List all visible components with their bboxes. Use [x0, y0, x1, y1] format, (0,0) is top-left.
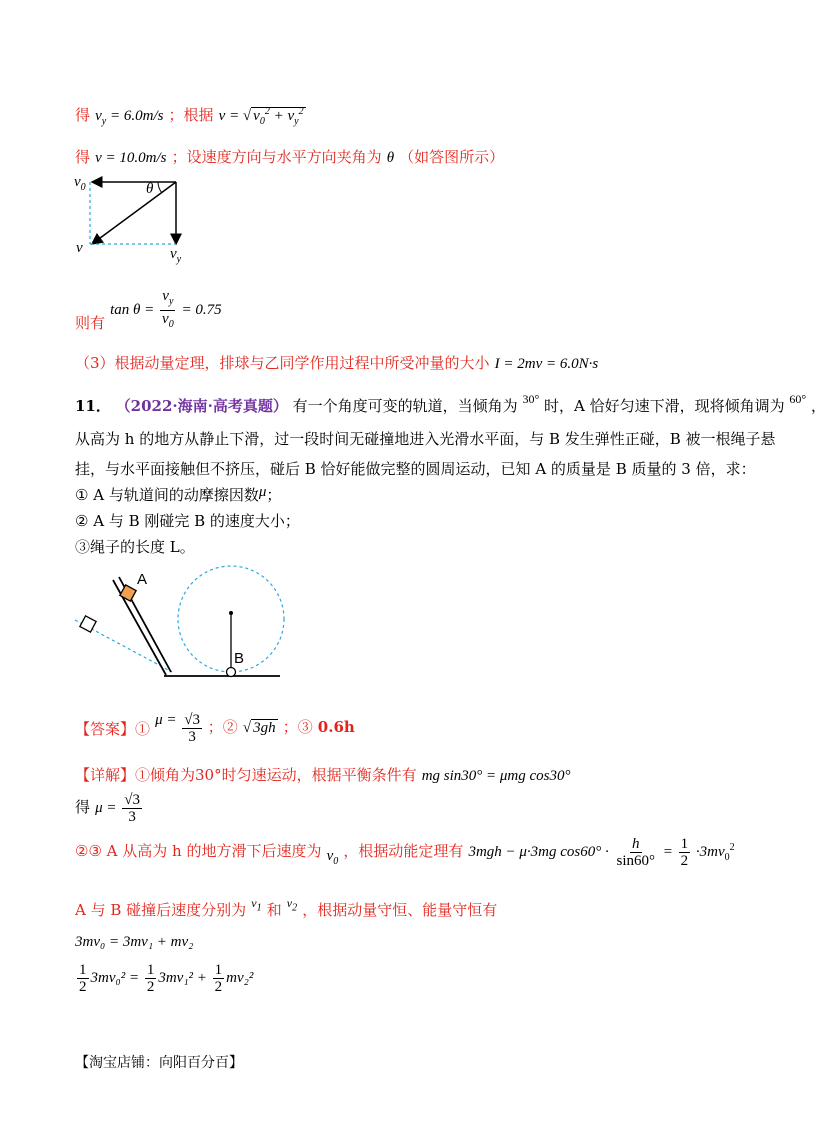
- detail-mu: μ = $\frac{√3}{3}$: [95, 792, 140, 825]
- balance-equation: mg sin30° = μmg cos30°: [421, 768, 571, 784]
- detail-mu-prefix: 得: [75, 797, 91, 816]
- v2-symbol: v2: [286, 896, 298, 914]
- question-item3: ③绳子的长度 L。: [75, 538, 195, 556]
- and-text: 和: [266, 901, 282, 919]
- fig2-label-a: A: [137, 571, 148, 588]
- answer-sep3: ；③: [282, 718, 313, 736]
- question-item1: ① A 与轨道间的动摩擦因数μ；: [75, 484, 282, 504]
- collision-line: [75, 896, 497, 920]
- energy-conservation-equation: $\frac{1}{2}$ 3mv₀² = $\frac{1}{2}$ 3mv₁² + $\frac{1}{2}$ mv₂²: [79, 962, 254, 995]
- answer-2: √ 3gh: [242, 720, 276, 736]
- fig1-v0-label: $v_0$: [74, 174, 86, 193]
- question-text-b: 时，A 恰好匀速下滑，现将倾角调为: [544, 397, 785, 415]
- vy-prefix: 得: [75, 106, 91, 124]
- detail-energy-line: [75, 836, 735, 869]
- v-prefix: 得: [75, 148, 91, 166]
- collision-a: A 与 B 碰撞后速度分别为: [75, 901, 247, 919]
- collision-b: ，根据动量守恒、能量守恒有: [302, 901, 498, 919]
- detail-line1: [75, 764, 571, 785]
- question-text-a: 有一个角度可变的轨道，当倾角为: [292, 397, 518, 415]
- energy-text: ②③ A 从高为 h 的地方滑下后速度为: [75, 841, 322, 860]
- angle2: 60°: [789, 392, 807, 406]
- vy-line: [75, 104, 306, 127]
- detail-mu-line: [75, 792, 144, 825]
- fig2-label-b: B: [234, 650, 245, 667]
- tan-equation: tan θ = $\frac{v_y}{v_0}$ = 0.75: [110, 288, 222, 330]
- vy-equation: $v_y = 6.0m/s$: [95, 108, 164, 127]
- fig1-vy-label: $v_y$: [170, 246, 182, 265]
- v-text: ；设速度方向与水平方向夹角为: [171, 148, 382, 166]
- question-text-c: ，: [811, 397, 826, 415]
- answer-sep2: ；②: [207, 718, 238, 736]
- v-formula: v = √ $v_0^2 + v_y^2$: [218, 106, 304, 127]
- angle1: 30°: [522, 392, 540, 406]
- v0-symbol: $v_0$: [326, 847, 339, 867]
- impulse-text: （3）根据动量定理，排球与乙同学作用过程中所受冲量的大小: [75, 354, 490, 372]
- v-note: （如答图所示）: [399, 148, 505, 166]
- question-line3: 挂，与水平面接触但不挤压，碰后 B 恰好能做完整的圆周运动，已知 A 的质量是 B 质量的 3 倍，求：: [75, 460, 756, 478]
- answer-mu: μ = $\frac{√3}{3}$: [155, 712, 200, 746]
- question-source: （2022·海南·高考真题）: [115, 397, 288, 415]
- v-line: [75, 146, 504, 167]
- question-number: 11．: [75, 397, 111, 415]
- fig1-v-label: v: [76, 240, 83, 256]
- theta-symbol: θ: [386, 150, 395, 166]
- tan-line: [75, 288, 222, 333]
- answer-3: 0.6h: [317, 718, 355, 736]
- answer-line: [75, 712, 355, 745]
- energy-equation: 3mgh − μ·3mg cos60° · $\frac{h}{\sin 60^\circ}$ = $\frac{1}{2}$ $\cdot 3mv_0^2$: [468, 836, 735, 869]
- v-equation: v = 10.0m/s: [95, 150, 167, 166]
- footer-shop: 【淘宝店铺：向阳百分百】: [75, 1055, 243, 1071]
- energy-mid: ，根据动能定理有: [343, 841, 464, 860]
- impulse-line: [75, 352, 598, 373]
- v1-symbol: v1: [251, 896, 262, 914]
- question-line2: 从高为 h 的地方从静止下滑，过一段时间无碰撞地进入光滑水平面，与 B 发生弹性正碰，B 被一根绳子悬: [75, 430, 776, 448]
- tan-prefix: 则有: [75, 313, 106, 332]
- fig1-theta-label: θ: [146, 181, 154, 197]
- momentum-equation: 3mv₀ = 3mv₁ + mv₂: [75, 934, 194, 950]
- question-line1: [75, 392, 826, 416]
- track-diagram: [70, 562, 310, 692]
- question-item2: ② A 与 B 刚碰完 B 的速度大小；: [75, 512, 300, 530]
- detail-label: 【详解】①倾角为30°时匀速运动，根据平衡条件有: [75, 766, 417, 784]
- impulse-equation: I = 2mv = 6.0N·s: [494, 356, 599, 372]
- answer-label: 【答案】①: [75, 720, 151, 738]
- vy-mid: ；根据: [168, 106, 214, 124]
